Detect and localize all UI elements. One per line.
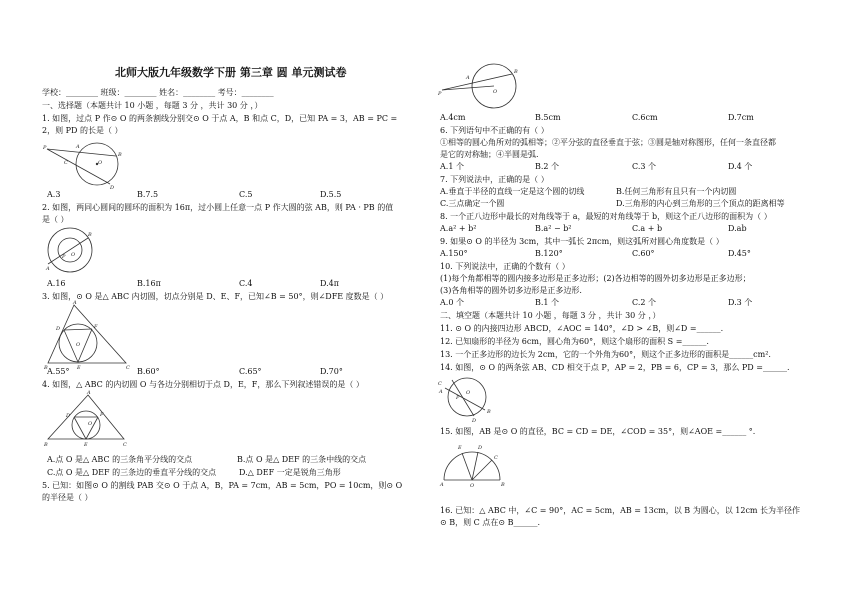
option[interactable]: A.3 (47, 190, 61, 199)
question-stem: 11. ⊙ O 的内接四边形 ABCD，∠AOC = 140°，∠D > ∠B，则∠D =______. (440, 324, 724, 333)
question-stem: 9. 如果⊙ O 的半径为 3cm，其中一弧长 2πcm，则这弧所对圆心角度数是（ ） (440, 237, 724, 246)
fig-label: E (458, 445, 462, 451)
option[interactable]: C.点 O 是△ DEF 的三条边的垂直平分线的交点 (47, 468, 217, 477)
figure-q3 (44, 300, 130, 371)
question-stem: 16. 已知：△ ABC 中，∠C = 90°，AC = 5cm，AB = 13cm，以 B 为圆心，以 12cm 长为半径作 (440, 506, 801, 515)
fig-label: C (64, 160, 68, 166)
option[interactable]: D.ab (728, 224, 747, 233)
option[interactable]: C.4 (239, 279, 253, 288)
figure-q15 (440, 440, 505, 489)
fig-label: A (87, 390, 91, 396)
fig-label: P (438, 91, 442, 97)
option[interactable]: B.7.5 (137, 190, 159, 199)
fig-label: A (46, 266, 50, 272)
fig-label: C (123, 442, 127, 448)
question-stem: 14. 如图，⊙ O 的两条弦 AB、CD 相交于点 P，AP = 2，PB = 6，CP = 3，那么 PD =______. (440, 363, 790, 372)
question-body: (1)每个角都相等的圆内接多边形是正多边形；(2)各边相等的圆外切多边形是正多边形； (440, 274, 751, 283)
figure-q14 (438, 376, 495, 424)
fig-label: E (77, 365, 81, 371)
option[interactable]: A.a² + b² (440, 224, 477, 233)
question-stem: 12. 已知扇形的半径为 6cm，圆心角为60°，则这个扇形的面积 S =______. (440, 337, 709, 346)
fig-label: P (456, 395, 460, 401)
page-title: 北师大版九年级数学下册 第三章 圆 单元测试卷 (115, 66, 347, 79)
option[interactable]: C.5 (239, 190, 253, 199)
fig-label: E (84, 442, 88, 448)
option[interactable]: B.5cm (535, 113, 561, 122)
section-heading: 二、填空题（本题共计 10 小题 ，每题 3 分 ，共计 30 分 ，） (440, 311, 661, 320)
fig-label: F (100, 412, 104, 418)
fig-label: D (110, 185, 115, 191)
question-stem: ⊙ B，则 C 点在⊙ B______. (440, 518, 540, 527)
figure-q1 (42, 140, 137, 191)
option[interactable]: A.4cm (440, 113, 466, 122)
question-stem: 6. 下列语句中不正确的有（ ） (440, 126, 549, 135)
fig-label: F (94, 324, 98, 330)
fig-label: O (71, 252, 76, 258)
question-stem: 2，则 PD 的长是（ ） (42, 126, 123, 135)
fig-label: B (514, 69, 518, 75)
fig-label: C (126, 365, 130, 371)
option[interactable]: B.120° (535, 249, 563, 258)
option[interactable]: C.三点确定一个圆 (440, 199, 505, 208)
option[interactable]: B.任何三角形有且只有一个内切圆 (616, 187, 737, 196)
option[interactable]: D.5.5 (320, 190, 342, 199)
fig-label: B (487, 409, 491, 415)
option[interactable]: B.60° (137, 367, 160, 376)
option[interactable]: B.16π (137, 279, 161, 288)
fig-label: A (466, 75, 470, 81)
option[interactable]: D.45° (728, 249, 751, 258)
fig-label: O (98, 160, 103, 166)
fig-label: O (76, 342, 81, 348)
fig-label: A (73, 300, 77, 306)
option[interactable]: B.a² − b² (535, 224, 572, 233)
question-stem: 3. 如图，⊙ O 是△ ABC 内切圆，切点分别是 D、E、F，已知∠B = 50°，则∠DFE 度数是（ ） (42, 292, 389, 301)
question-stem: 10. 下列说法中，正确的个数有（ ） (440, 262, 570, 271)
option[interactable]: A.150° (440, 249, 468, 258)
option[interactable]: B.2 个 (535, 162, 560, 171)
fig-label: P (43, 145, 47, 151)
option[interactable]: C.a + b (632, 224, 663, 233)
fig-label: O (88, 421, 93, 427)
fig-label: C (494, 455, 498, 461)
fig-label: B (44, 442, 48, 448)
option[interactable]: C.3 个 (632, 162, 657, 171)
fig-label: D (472, 418, 477, 424)
question-body: (3)各角相等的圆外切多边形是正多边形. (440, 286, 582, 295)
fig-label: B (501, 482, 505, 488)
question-body: 是它的对称轴；④半圆是弧. (440, 150, 539, 159)
question-stem: 15. 如图，AB 是⊙ O 的直径，BC = CD = DE，∠COD = 35°，则∠AOE =______ °. (440, 427, 756, 436)
question-stem: 13. 一个正多边形的边长为 2cm，它的一个外角为60°，则这个正多边形的面积是______cm². (440, 350, 771, 359)
option[interactable]: D.三角形的内心到三角形的三个顶点的距离相等 (616, 199, 785, 208)
fig-label: D (66, 413, 71, 419)
figure-q2 (46, 226, 94, 276)
option[interactable]: B.1 个 (535, 298, 560, 307)
option[interactable]: D.3 个 (728, 298, 753, 307)
option[interactable]: C.6cm (632, 113, 658, 122)
question-stem: 的半径是（ ） (42, 493, 93, 502)
fig-label: B (44, 365, 48, 371)
section-heading: 一、选择题（本题共计 10 小题 ，每题 3 分 ，共计 30 分 ，） (42, 101, 263, 110)
question-stem: 8. 一个正八边形中最长的对角线等于 a，最短的对角线等于 b，则这个正八边形的面积为（ ） (440, 212, 772, 221)
header-info: 学校：________ 班级：________ 姓名：________ 考号：________ (42, 88, 274, 97)
option[interactable]: A.0 个 (440, 298, 464, 307)
fig-label: A (440, 482, 444, 488)
option[interactable]: D.4π (320, 279, 340, 288)
option[interactable]: B.点 O 是△ DEF 的三条中线的交点 (237, 455, 367, 464)
fig-label: O (466, 390, 471, 396)
figure-q5 (438, 62, 518, 110)
option[interactable]: D.7cm (728, 113, 754, 122)
option[interactable]: A.点 O 是△ ABC 的三条角平分线的交点 (47, 455, 193, 464)
option[interactable]: A.55° (47, 367, 70, 376)
option[interactable]: D.4 个 (728, 162, 753, 171)
question-stem: 4. 如图，△ ABC 的内切圆 O 与各边分别相切于点 D，E，F，那么下列叙述错误的是（ ） (42, 380, 364, 389)
option[interactable]: C.60° (632, 249, 655, 258)
option[interactable]: C.65° (239, 367, 262, 376)
fig-label: A (439, 389, 443, 395)
fig-label: O (470, 483, 475, 489)
fig-label: A (76, 144, 80, 150)
fig-label: B (88, 232, 92, 238)
fig-label: O (493, 89, 498, 95)
option[interactable]: D.△ DEF 一定是锐角三角形 (239, 468, 341, 477)
fig-label: D (478, 445, 483, 451)
fig-label: P (62, 254, 66, 260)
question-stem: 1. 如图，过点 P 作⊙ O 的两条割线分别交⊙ O 于点 A，B 和点 C，D，已知 PA = 3，AB = PC = (42, 114, 398, 123)
option[interactable]: D.70° (320, 367, 343, 376)
fig-label: B (118, 152, 122, 158)
option[interactable]: A.垂直于半径的直线一定是这个圆的切线 (440, 187, 585, 196)
fig-label: D (56, 326, 61, 332)
question-stem: 5. 已知：如图⊙ O 的割线 PAB 交⊙ O 于点 A，B，PA = 7cm，AB = 5cm，PO = 10cm，则⊙ O (42, 481, 403, 490)
option[interactable]: A.16 (47, 279, 66, 288)
fig-label: C (438, 381, 442, 387)
option[interactable]: A.1 个 (440, 162, 464, 171)
question-stem: 2. 如图，两同心圆间的圆环的面积为 16π，过小圆上任意一点 P 作大圆的弦 AB，则 PA · PB 的值 (42, 203, 394, 212)
option[interactable]: C.2 个 (632, 298, 657, 307)
question-body: ①相等的圆心角所对的弧相等；②平分弦的直径垂直于弦；③圆是轴对称图形，任何一条直径都 (440, 138, 776, 147)
question-stem: 7. 下列说法中，正确的是（ ） (440, 175, 549, 184)
question-stem: 是（ ） (42, 215, 69, 224)
figure-q4 (44, 390, 127, 448)
